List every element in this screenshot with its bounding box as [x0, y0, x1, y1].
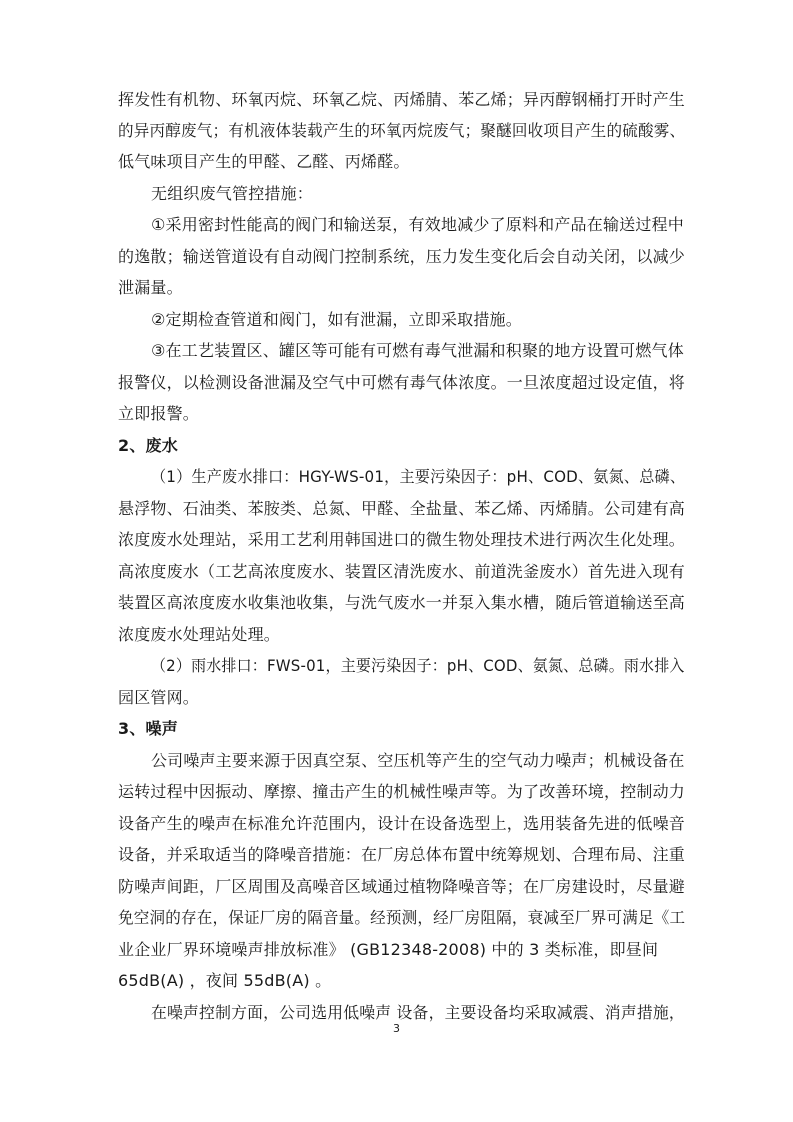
- body-text-line: 设备，并采取适当的降噪音措施：在厂房总体布置中统筹规划、合理布局、注重: [118, 845, 686, 864]
- body-text-line: 浓度废水处理站处理。: [118, 625, 281, 644]
- body-text-line: 浓度废水处理站，采用工艺利用韩国进口的微生物处理技术进行两次生化处理。: [118, 530, 686, 549]
- section-heading-noise: 3、噪声: [118, 719, 178, 738]
- body-text-line: 的异丙醇废气；有机液体装载产生的环氧丙烷废气；聚醚回收项目产生的硫酸雾、: [118, 121, 686, 140]
- body-text-line: 园区管网。: [118, 688, 200, 707]
- body-text-line: 挥发性有机物、环氧丙烷、环氧乙烷、丙烯腈、苯乙烯；异丙醇钢桶打开时产生: [118, 90, 686, 109]
- body-text-line: 运转过程中因振动、摩擦、撞击产生的机械性噪声等。为了改善环境，控制动力: [118, 782, 686, 801]
- body-text-line: 低气味项目产生的甲醛、乙醛、丙烯醛。: [118, 152, 410, 171]
- body-text-line: 免空洞的存在，保证厂房的隔音量。经预测，经厂房阻隔，衰减至厂界可满足《工: [118, 908, 686, 927]
- body-text-line: 在噪声控制方面，公司选用低噪声 设备，主要设备均采取减震、消声措施，: [151, 1003, 685, 1022]
- section-heading-wastewater: 2、废水: [118, 436, 178, 455]
- body-text-line: 的逸散；输送管道设有自动阀门控制系统，压力发生变化后会自动关闭，以减少: [118, 247, 686, 266]
- body-text-line: 装置区高浓度废水收集池收集，与洗气废水一并泵入集水槽，随后管道输送至高: [118, 593, 686, 612]
- body-text-line: 无组织废气管控措施：: [151, 184, 314, 203]
- body-text-line: ①采用密封性能高的阀门和输送泵，有效地减少了原料和产品在输送过程中: [151, 215, 684, 234]
- body-text-line: 泄漏量。: [118, 278, 183, 297]
- body-text-line: 设备产生的噪声在标准允许范围内，设计在设备选型上，选用装备先进的低噪音: [118, 814, 686, 833]
- body-text-line: （1）生产废水排口：HGY-WS-01，主要污染因子：pH、COD、氨氮、总磷、: [151, 467, 686, 486]
- body-text-line: 高浓度废水（工艺高浓度废水、装置区清洗废水、前道洗釜废水）首先进入现有: [118, 562, 686, 581]
- body-text-line: ②定期检查管道和阀门，如有泄漏，立即采取措施。: [151, 310, 522, 329]
- body-text-line: ③在工艺装置区、罐区等可能有可燃有毒气泄漏和积聚的地方设置可燃气体: [151, 341, 684, 360]
- body-text-line: 悬浮物、石油类、苯胺类、总氮、甲醛、全盐量、苯乙烯、丙烯腈。公司建有高: [118, 499, 686, 518]
- page-number: 3: [393, 1022, 400, 1035]
- body-text-line: 公司噪声主要来源于因真空泵、空压机等产生的空气动力噪声；机械设备在: [151, 751, 685, 770]
- body-text-line: 65dB(A) ，夜间 55dB(A) 。: [118, 971, 332, 990]
- body-text-line: 防噪声间距，厂区周围及高噪音区域通过植物降噪音等；在厂房建设时，尽量避: [118, 877, 686, 896]
- body-text-line: 业企业厂界环境噪声排放标准》 (GB12348-2008) 中的 3 类标准，即昼间: [118, 940, 659, 959]
- body-text-line: 立即报警。: [118, 404, 200, 423]
- body-text-line: （2）雨水排口：FWS-01，主要污染因子：pH、COD、氨氮、总磷。雨水排入: [151, 656, 685, 675]
- body-text-line: 报警仪，以检测设备泄漏及空气中可燃有毒气体浓度。一旦浓度超过设定值，将: [118, 373, 686, 392]
